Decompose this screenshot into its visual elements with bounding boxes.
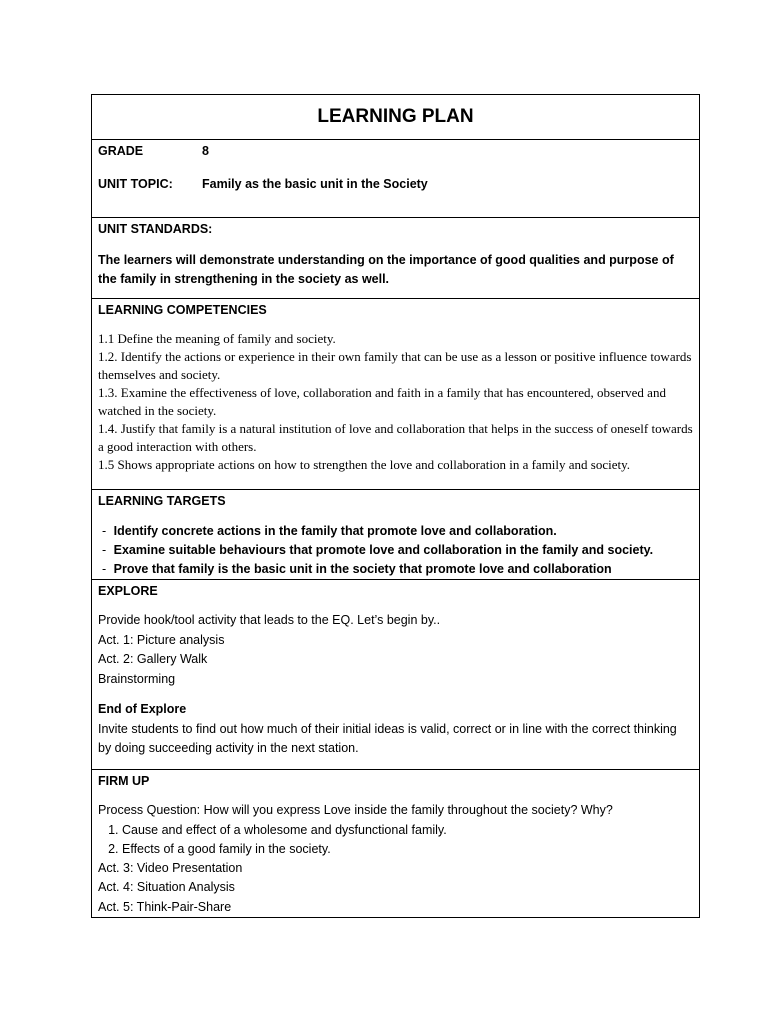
unit-standards-row [92,218,700,299]
explore-line: Brainstorming [98,671,176,686]
competency-item: 1.5 Shows appropriate actions on how to strengthen the love and collaboration in a family and society. [98,456,631,472]
title-row [92,95,700,140]
target-item: - Prove that family is the basic unit in the society that promote love and collaboration [102,560,693,579]
grade-label: GRADE [98,144,144,158]
activity-line: Act. 5: Think-Pair-Share [98,899,232,914]
explore-line: Act. 2: Gallery Walk [98,652,208,666]
end-of-explore-text: Invite students to find out how much of their initial ideas is valid, correct or in line with the correct thinking by doing succeeding activity in the next station. [98,721,677,755]
unit-topic-label: UNIT TOPIC: [98,176,173,191]
targets-heading: LEARNING TARGETS [98,494,226,508]
target-item: - Examine suitable behaviours that promote love and collaboration in the family and society. [102,541,693,560]
competencies-heading: LEARNING COMPETENCIES [98,303,267,317]
firm-up-numbered-list [98,821,693,859]
learning-plan-table [91,94,700,918]
grade-cell [92,140,700,218]
grade-value: 8 [202,144,209,158]
grade-row [92,140,700,218]
explore-line: Act. 1: Picture analysis [98,632,225,647]
process-question: Process Question: How will you express Love inside the family throughout the society? Why? [98,803,613,817]
competency-item: 1.1 Define the meaning of family and society. [98,330,336,346]
end-of-explore-heading: End of Explore [98,702,187,716]
firm-up-heading: FIRM UP [98,773,150,788]
unit-topic-line [98,175,693,195]
competency-item: 1.2. Identify the actions or experience in their own family that can be use as a lesson or positive influence towards themselves and society. [98,348,692,382]
firm-up-row [92,769,700,918]
numbered-item: 1. Cause and effect of a wholesome and dysfunctional family. [122,821,693,840]
target-item: - Identify concrete actions in the family that promote love and collaboration. [102,522,693,541]
explore-cell [92,579,700,769]
explore-heading: EXPLORE [98,583,158,598]
explore-row [92,579,700,769]
document-title: LEARNING PLAN [317,106,474,127]
explore-line: Provide hook/tool activity that leads to the EQ. Let’s begin by.. [98,613,441,627]
numbered-item: 2. Effects of a good family in the society. [122,840,693,859]
activity-line: Act. 3: Video Presentation [98,860,243,875]
unit-standards-heading: UNIT STANDARDS: [98,222,213,236]
targets-list [102,522,693,579]
unit-topic-value: Family as the basic unit in the Society [202,176,428,191]
targets-row [92,490,700,580]
competencies-cell [92,299,700,490]
title-cell [92,95,700,140]
firm-up-cell [92,769,700,918]
grade-line [98,142,693,162]
competency-item: 1.4. Justify that family is a natural institution of love and collaboration that helps in the success of oneself towards a good interaction with others. [98,420,693,454]
competencies-row [92,299,700,490]
targets-cell [92,490,700,580]
activity-line: Act. 4: Situation Analysis [98,880,235,894]
unit-standards-text: The learners will demonstrate understanding on the importance of good qualities and purpose of the family in strengthening in the society as well. [98,252,674,286]
competency-item: 1.3. Examine the effectiveness of love, collaboration and faith in a family that has encountered, observed and watched in the society. [98,384,666,418]
unit-standards-cell [92,218,700,299]
